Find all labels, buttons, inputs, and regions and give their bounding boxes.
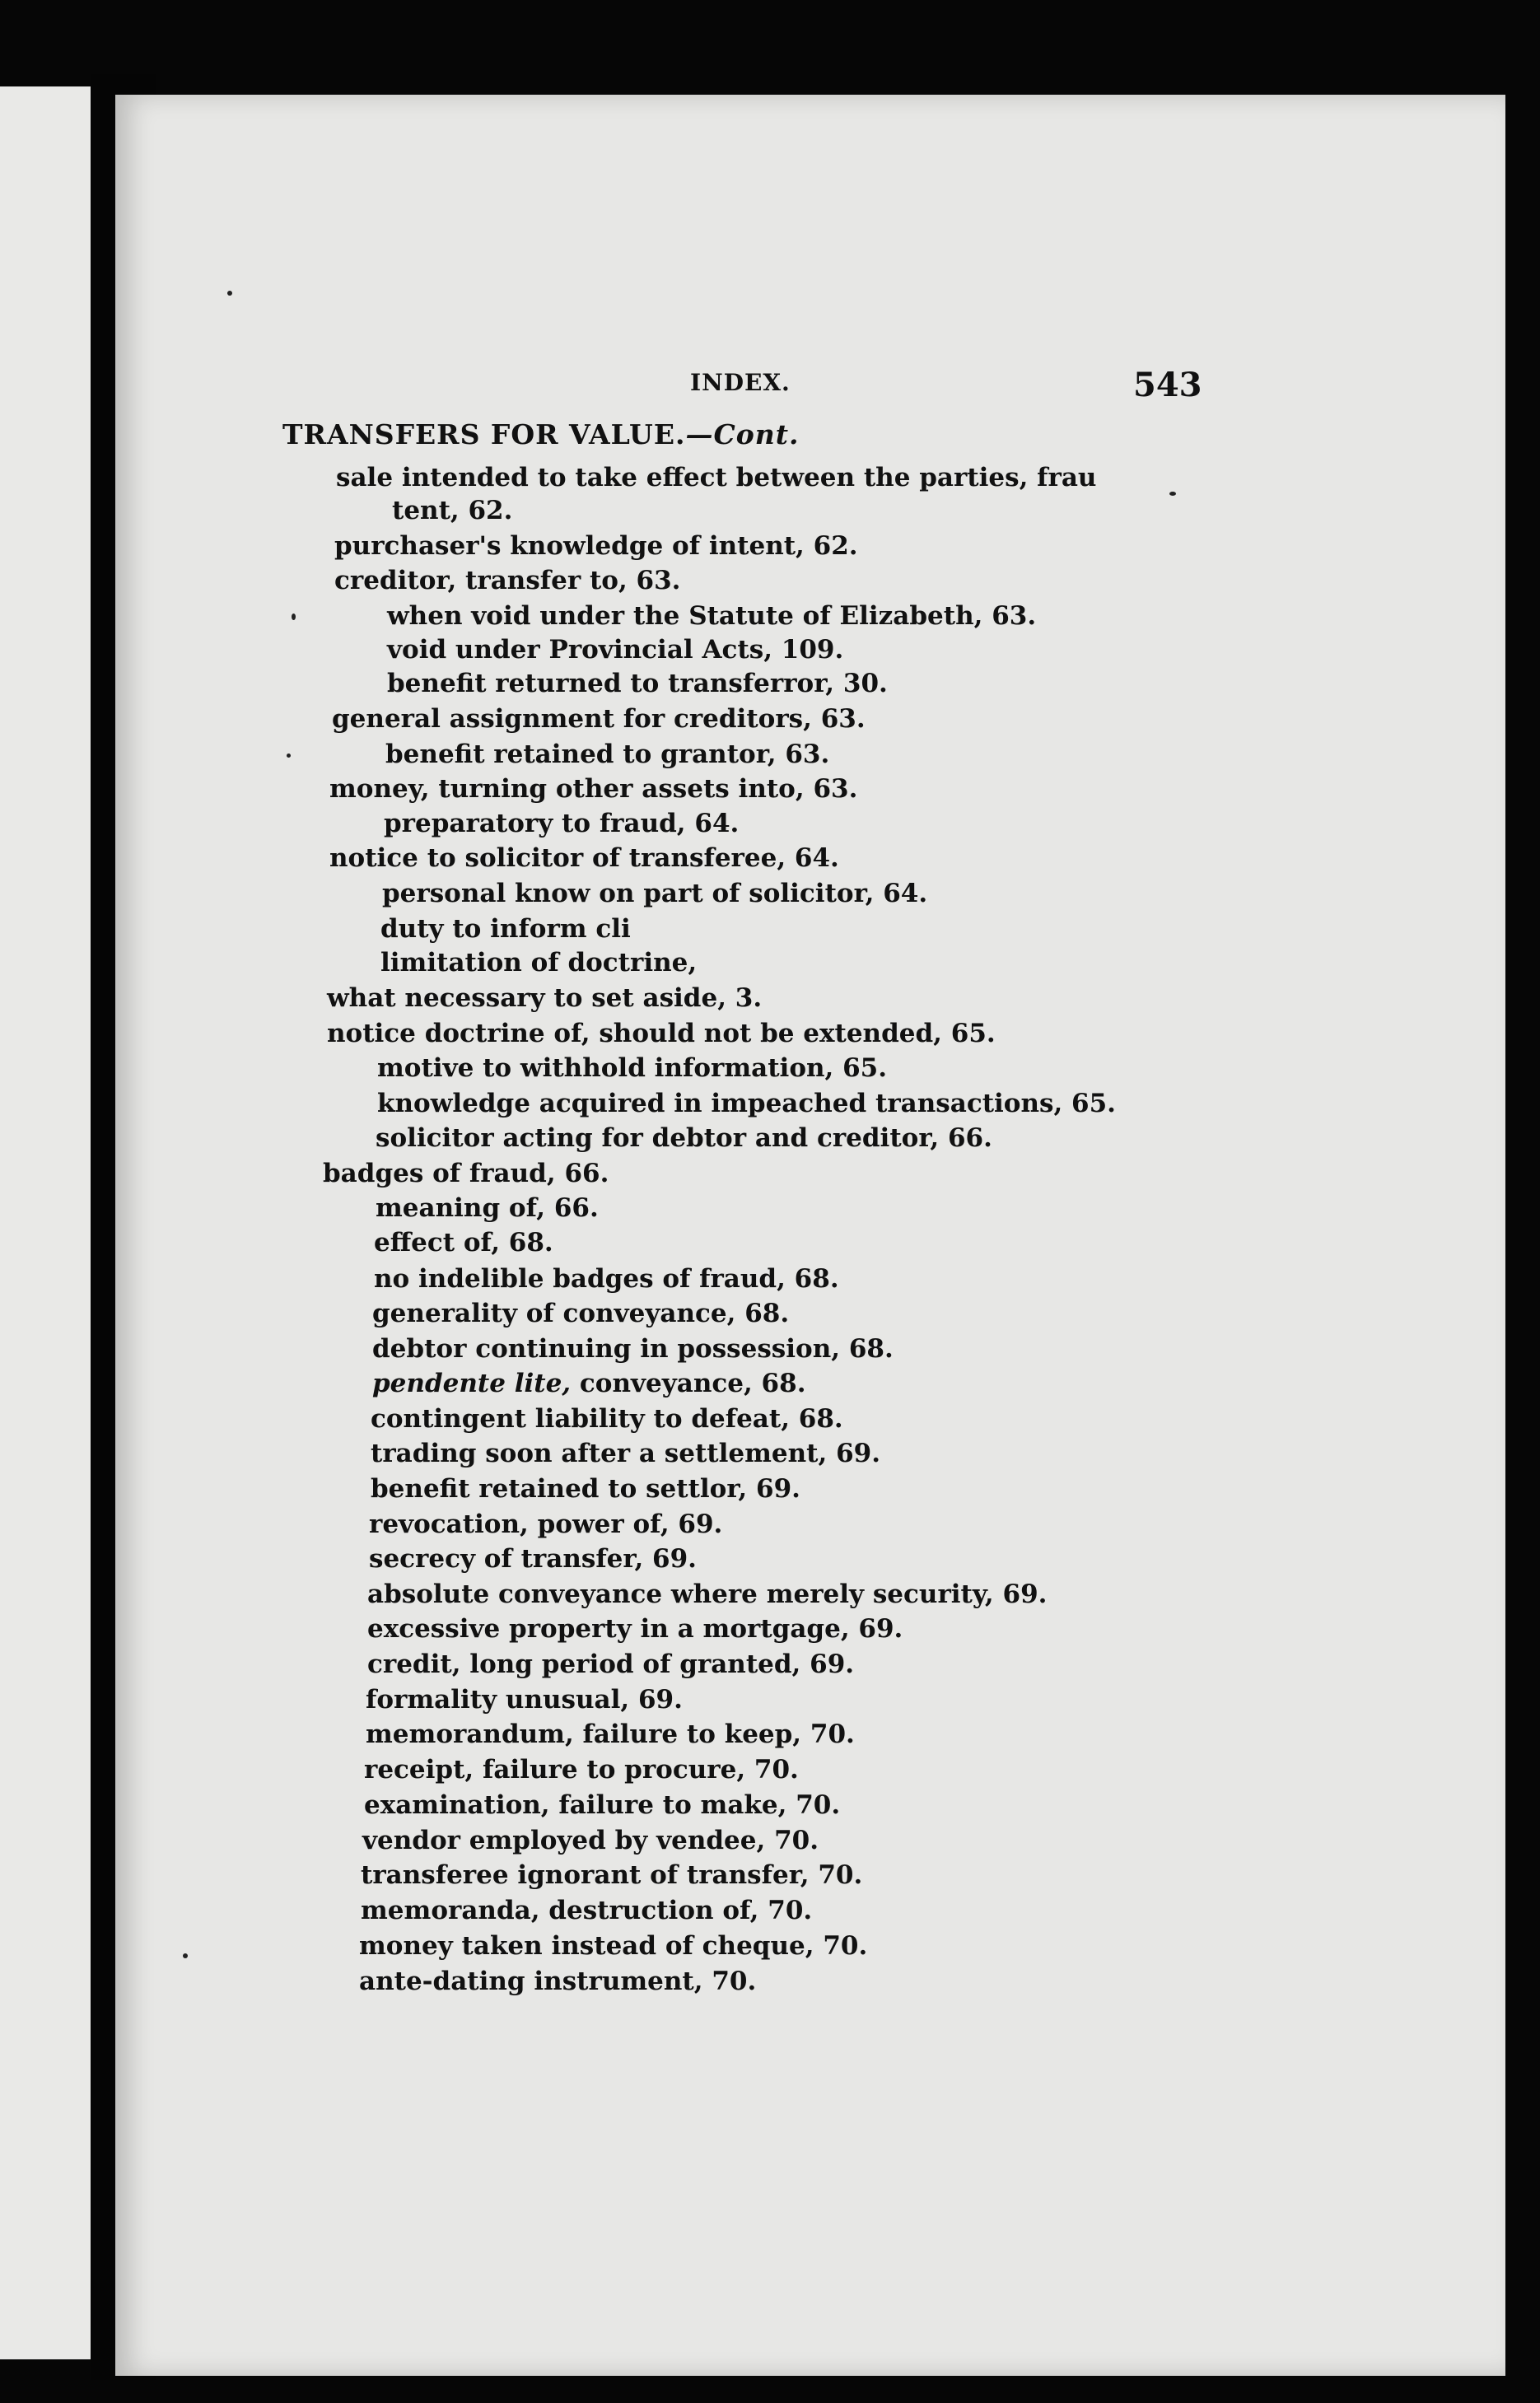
index-entry: personal know on part of solicitor, 64.: [382, 879, 928, 908]
index-entry: general assignment for creditors, 63.: [332, 704, 866, 734]
index-entry: excessive property in a mortgage, 69.: [367, 1614, 903, 1644]
index-entry: notice doctrine of, should not be extended, 65.: [327, 1019, 996, 1048]
index-entry: preparatory to fraud, 64.: [384, 809, 740, 838]
index-entry: ante-dating instrument, 70.: [359, 1967, 757, 1996]
index-entry: debtor continuing in possession, 68.: [372, 1334, 894, 1364]
index-entry: effect of, 68.: [374, 1228, 553, 1257]
index-entry: secrecy of transfer, 69.: [369, 1544, 697, 1574]
index-entry: credit, long period of granted, 69.: [367, 1649, 855, 1679]
index-entry: examination, failure to make, 70.: [364, 1790, 841, 1820]
index-entry: knowledge acquired in impeached transactions, 65.: [377, 1089, 1116, 1118]
index-entry: receipt, failure to procure, 70.: [364, 1755, 799, 1785]
index-entry: [372, 1371, 805, 1397]
index-entry: what necessary to set aside, 3.: [327, 983, 763, 1013]
index-entry: trading soon after a settlement, 69.: [371, 1439, 881, 1468]
print-speck: [227, 291, 232, 296]
index-entry: badges of fraud, 66.: [323, 1159, 609, 1188]
print-speck: [183, 1953, 188, 1958]
index-entry: creditor, transfer to, 63.: [334, 566, 681, 595]
page-number: 543: [1133, 366, 1202, 404]
index-entry: money, turning other assets into, 63.: [329, 774, 858, 804]
index-entry: purchaser's knowledge of intent, 62.: [334, 531, 858, 561]
print-speck: [1169, 492, 1176, 496]
index-entry: contingent liability to defeat, 68.: [371, 1404, 843, 1434]
entry-rest: conveyance, 68.: [571, 1369, 806, 1398]
print-speck: [287, 754, 291, 758]
index-entry: memorandum, failure to keep, 70.: [366, 1719, 855, 1749]
index-entry: revocation, power of, 69.: [369, 1509, 723, 1539]
index-entry: generality of conveyance, 68.: [372, 1299, 790, 1328]
running-title: INDEX.: [690, 369, 791, 396]
index-entry: memoranda, destruction of, 70.: [361, 1896, 813, 1925]
index-entry: transferee ignorant of transfer, 70.: [361, 1860, 863, 1890]
italic-phrase: pendente lite,: [372, 1369, 572, 1398]
index-entry: benefit retained to settlor, 69.: [371, 1474, 800, 1504]
index-entry: formality unusual, 69.: [366, 1685, 683, 1715]
index-entry: money taken instead of cheque, 70.: [359, 1931, 868, 1961]
index-entry: benefit retained to grantor, 63.: [385, 740, 830, 769]
index-heading: [282, 418, 800, 450]
index-entry: solicitor acting for debtor and creditor, 66.: [376, 1123, 992, 1153]
index-entry: limitation of doctrine,: [380, 948, 698, 978]
index-entry: meaning of, 66.: [376, 1193, 599, 1223]
index-entry: duty to inform cli: [380, 914, 631, 944]
index-entry: when void under the Statute of Elizabeth, 63.: [387, 601, 1037, 631]
print-speck: [292, 614, 296, 620]
index-entry: benefit returned to transferror, 30.: [387, 669, 888, 698]
heading-title: TRANSFERS FOR VALUE.: [282, 418, 686, 450]
heading-cont: —Cont.: [685, 418, 800, 450]
index-entry: tent, 62.: [392, 496, 513, 525]
index-entry: vendor employed by vendee, 70.: [362, 1826, 819, 1855]
index-entry: void under Provincial Acts, 109.: [387, 635, 844, 665]
index-entry: notice to solicitor of transferee, 64.: [329, 843, 839, 873]
index-entry: motive to withhold information, 65.: [377, 1053, 888, 1083]
index-entry: no indelible badges of fraud, 68.: [374, 1264, 839, 1294]
index-entry: absolute conveyance where merely security, 69.: [367, 1579, 1048, 1609]
index-entry: sale intended to take effect between the parties, frau: [336, 463, 1097, 492]
